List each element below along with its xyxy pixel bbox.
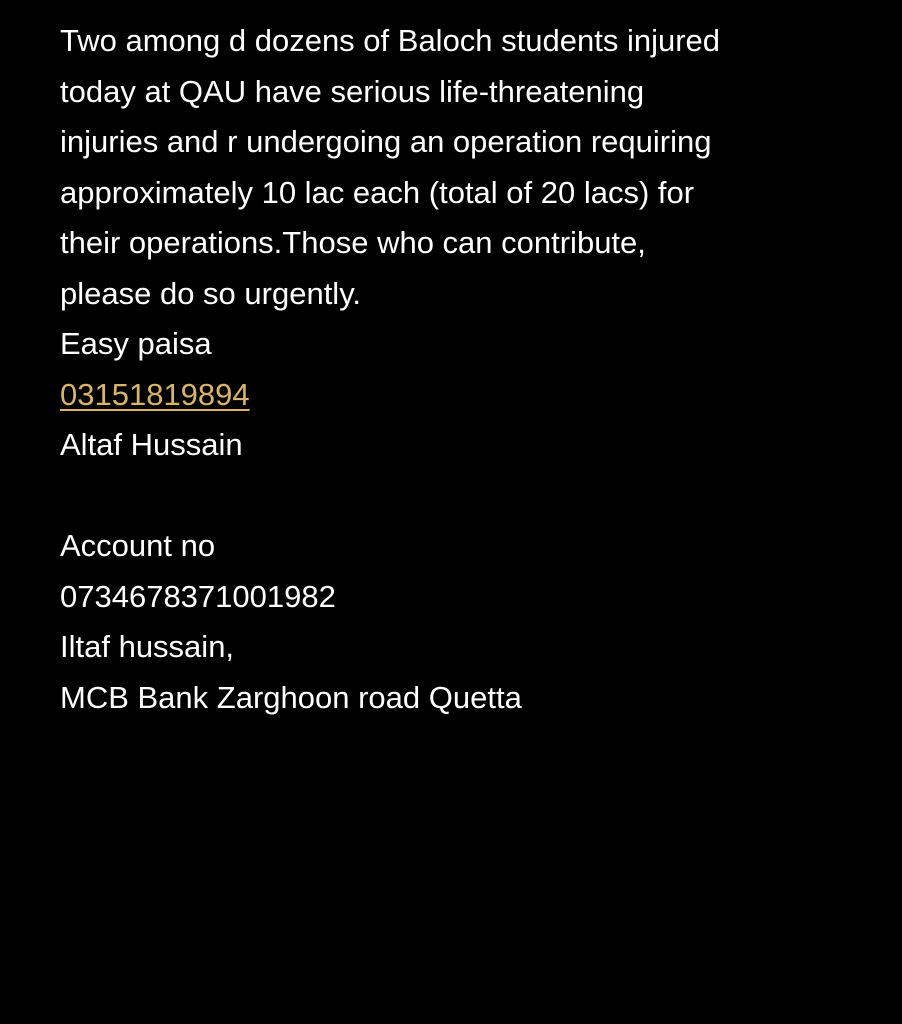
message-body <box>60 16 860 723</box>
blank-line <box>60 471 860 522</box>
message-line: injuries and r undergoing an operation requiring <box>60 124 712 159</box>
bank-branch: MCB Bank Zarghoon road Quetta <box>60 679 522 715</box>
account-holder-name: Iltaf hussain, <box>60 629 235 664</box>
easypaisa-account-name: Altaf Hussain <box>60 427 243 462</box>
message-line: their operations.Those who can contribute, <box>60 225 646 260</box>
easypaisa-label: Easy paisa <box>60 326 212 361</box>
phone-number-link[interactable]: 03151819894 <box>60 376 250 412</box>
message-line: approximately 10 lac each (total of 20 lacs) for <box>60 174 695 210</box>
phone-number-line <box>60 370 860 421</box>
message-line: today at QAU have serious life-threatening <box>60 73 645 109</box>
account-number: 0734678371001982 <box>60 578 336 614</box>
message-line: please do so urgently. <box>60 275 362 311</box>
account-label: Account no <box>60 528 216 563</box>
message-line: Two among d dozens of Baloch students injured <box>60 23 721 58</box>
